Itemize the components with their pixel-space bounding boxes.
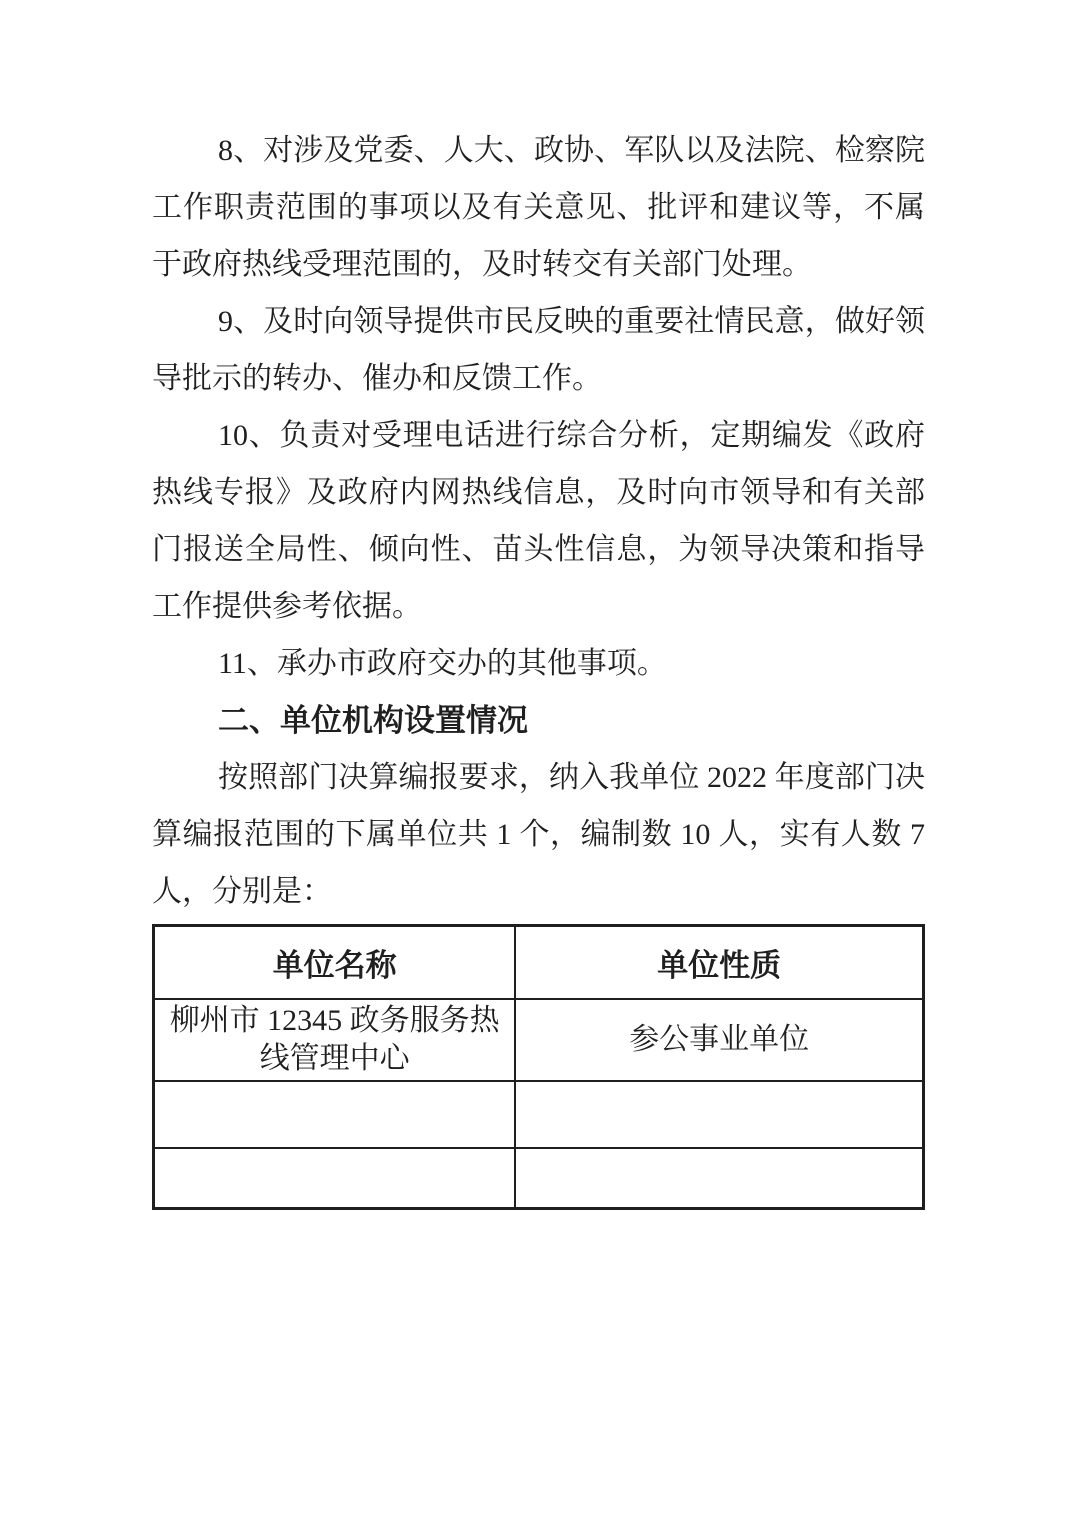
intro-paragraph: 按照部门决算编报要求，纳入我单位 2022 年度部门决算编报范围的下属单位共 1 个，编制数 10 人，实有人数 7 人，分别是： <box>152 761 925 908</box>
paragraph-item-8: 8、对涉及党委、人大、政协、军队以及法院、检察院工作职责范围的事项以及有关意见、批评和建议等，不属于政府热线受理范围的，及时转交有关部门处理。 <box>152 134 925 281</box>
units-table <box>152 924 925 1210</box>
paragraph-item-10: 10、负责对受理电话进行综合分析，定期编发《政府热线专报》及政府内网热线信息，及时向市领导和有关部门报送全局性、倾向性、苗头性信息，为领导决策和指导工作提供参考依据。 <box>152 419 925 623</box>
table-cell-unit-name <box>154 1081 516 1148</box>
table-row <box>154 1148 924 1209</box>
table-header-row <box>154 926 924 1000</box>
table-cell-unit-name: 柳州市 12345 政务服务热线管理中心 <box>154 999 516 1081</box>
table-row <box>154 999 924 1081</box>
table-header-unit-type: 单位性质 <box>515 926 923 1000</box>
table-header-unit-name: 单位名称 <box>154 926 516 1000</box>
table-cell-unit-type <box>515 1081 923 1148</box>
paragraph-item-11: 11、承办市政府交办的其他事项。 <box>218 647 667 680</box>
paragraph-item-9: 9、及时向领导提供市民反映的重要社情民意，做好领导批示的转办、催办和反馈工作。 <box>152 305 925 395</box>
table-row <box>154 1081 924 1148</box>
table-cell-unit-name <box>154 1148 516 1209</box>
table-cell-unit-type: 参公事业单位 <box>515 999 923 1081</box>
table-cell-unit-type <box>515 1148 923 1209</box>
section-heading: 二、单位机构设置情况 <box>218 703 528 738</box>
